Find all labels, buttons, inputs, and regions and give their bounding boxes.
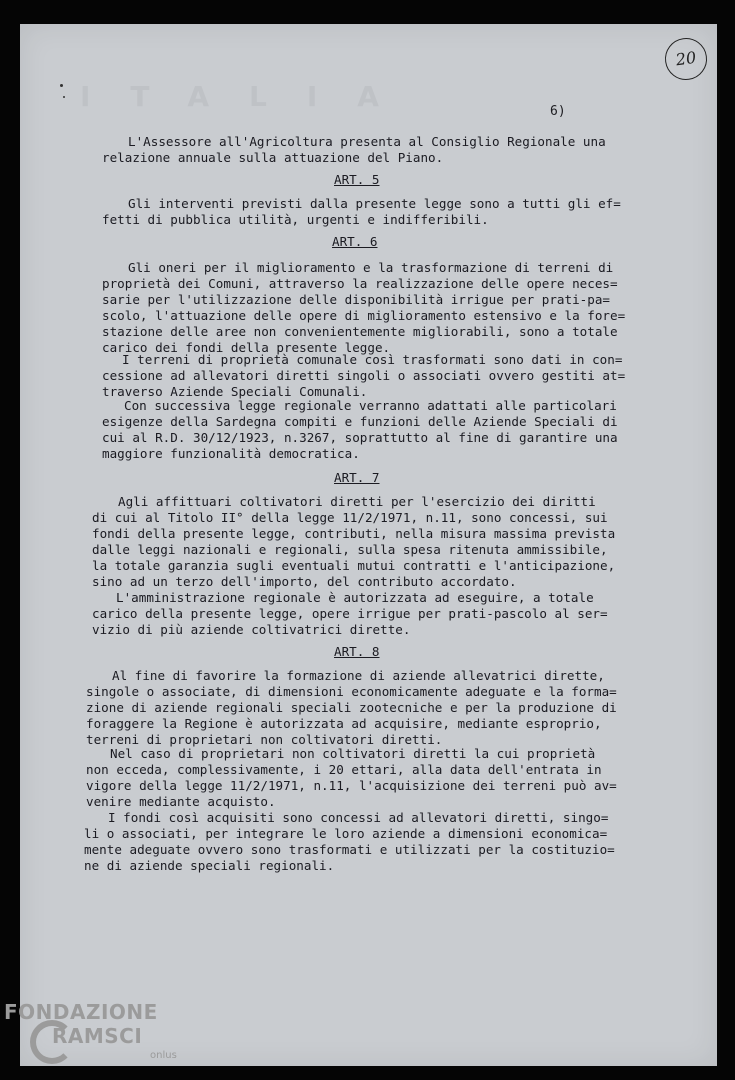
text-line: carico dei fondi della presente legge. — [102, 340, 391, 355]
text-line: ne di aziende speciali regionali. — [84, 858, 335, 873]
text-line: esigenze della Sardegna compiti e funzioni delle Aziende Speciali di — [102, 414, 618, 429]
text-line: I terreni di proprietà comunale così trasformati sono dati in con= — [122, 352, 623, 367]
article-heading: ART. 5 — [334, 172, 380, 187]
text-line: venire mediante acquisto. — [86, 794, 276, 809]
text-line: stazione delle aree non convenientemente migliorabili, sono a totale — [102, 324, 618, 339]
handwritten-page-number: 20 — [662, 35, 709, 82]
speck — [63, 96, 65, 98]
page-marker: 6) — [550, 104, 566, 119]
text-line: terreni di proprietari non coltivatori diretti. — [86, 732, 443, 747]
text-line: Gli oneri per il miglioramento e la trasformazione di terreni di — [128, 260, 614, 275]
fondazione-gramsci-watermark — [4, 1000, 177, 1061]
text-line: Al fine di favorire la formazione di aziende allevatrici dirette, — [112, 668, 605, 683]
document-page — [20, 24, 717, 1066]
text-line: fondi della presente legge, contributi, nella misura massima prevista — [92, 526, 616, 541]
text-line: cui al R.D. 30/12/1923, n.3267, soprattutto al fine di garantire una — [102, 430, 618, 445]
ghost-bleed-through: ITALIA — [80, 80, 419, 113]
text-line: foraggere la Regione è autorizzata ad acquisire, mediante esproprio, — [86, 716, 602, 731]
watermark-line-3: onlus — [150, 1050, 177, 1061]
text-line: fetti di pubblica utilità, urgenti e indifferibili. — [102, 212, 489, 227]
text-line: zione di aziende regionali speciali zootecniche e per la produzione di — [86, 700, 617, 715]
text-line: vizio di più aziende coltivatrici dirette. — [92, 622, 411, 637]
text-line: maggiore funzionalità democratica. — [102, 446, 360, 461]
text-line: non ecceda, complessivamente, i 20 ettari, alla data dell'entrata in — [86, 762, 602, 777]
text-line: mente adeguate ovvero sono trasformati e utilizzati per la costituzio= — [84, 842, 615, 857]
text-line: dalle leggi nazionali e regionali, sulla spesa ritenuta ammissibile, — [92, 542, 608, 557]
article-heading: ART. 8 — [334, 644, 380, 659]
text-line: Agli affittuari coltivatori diretti per l'esercizio dei diritti — [118, 494, 596, 509]
text-line: traverso Aziende Speciali Comunali. — [102, 384, 368, 399]
text-line: vigore della legge 11/2/1971, n.11, l'acquisizione dei terreni può av= — [86, 778, 617, 793]
watermark-line-1: FONDAZIONE — [4, 1000, 158, 1024]
text-line: Con successiva legge regionale verranno adattati alle particolari — [124, 398, 617, 413]
text-line: L'amministrazione regionale è autorizzata ad eseguire, a totale — [116, 590, 594, 605]
text-line: scolo, l'attuazione delle opere di miglioramento estensivo e la fore= — [102, 308, 626, 323]
text-line: carico della presente legge, opere irrigue per prati-pascolo al ser= — [92, 606, 608, 621]
text-line: relazione annuale sulla attuazione del Piano. — [102, 150, 444, 165]
text-line: proprietà dei Comuni, attraverso la realizzazione delle opere neces= — [102, 276, 618, 291]
text-line: di cui al Titolo II° della legge 11/2/1971, n.11, sono concessi, sui — [92, 510, 608, 525]
text-line: sino ad un terzo dell'importo, del contributo accordato. — [92, 574, 517, 589]
text-line: I fondi così acquisiti sono concessi ad allevatori diretti, singo= — [108, 810, 609, 825]
article-heading: ART. 6 — [332, 234, 378, 249]
speck — [60, 84, 63, 87]
text-line: la totale garanzia sugli eventuali mutui contratti e l'anticipazione, — [92, 558, 616, 573]
text-line: Nel caso di proprietari non coltivatori diretti la cui proprietà — [110, 746, 596, 761]
watermark-line-2: RAMSCI — [52, 1024, 143, 1048]
text-line: Gli interventi previsti dalla presente legge sono a tutti gli ef= — [128, 196, 621, 211]
text-line: singole o associate, di dimensioni economicamente adeguate e la forma= — [86, 684, 617, 699]
text-line: sarie per l'utilizzazione delle disponibilità irrigue per prati-pa= — [102, 292, 610, 307]
text-line: cessione ad allevatori diretti singoli o associati ovvero gestiti at= — [102, 368, 626, 383]
text-line: li o associati, per integrare le loro aziende a dimensioni economica= — [84, 826, 608, 841]
text-line: L'Assessore all'Agricoltura presenta al Consiglio Regionale una — [128, 134, 606, 149]
article-heading: ART. 7 — [334, 470, 380, 485]
